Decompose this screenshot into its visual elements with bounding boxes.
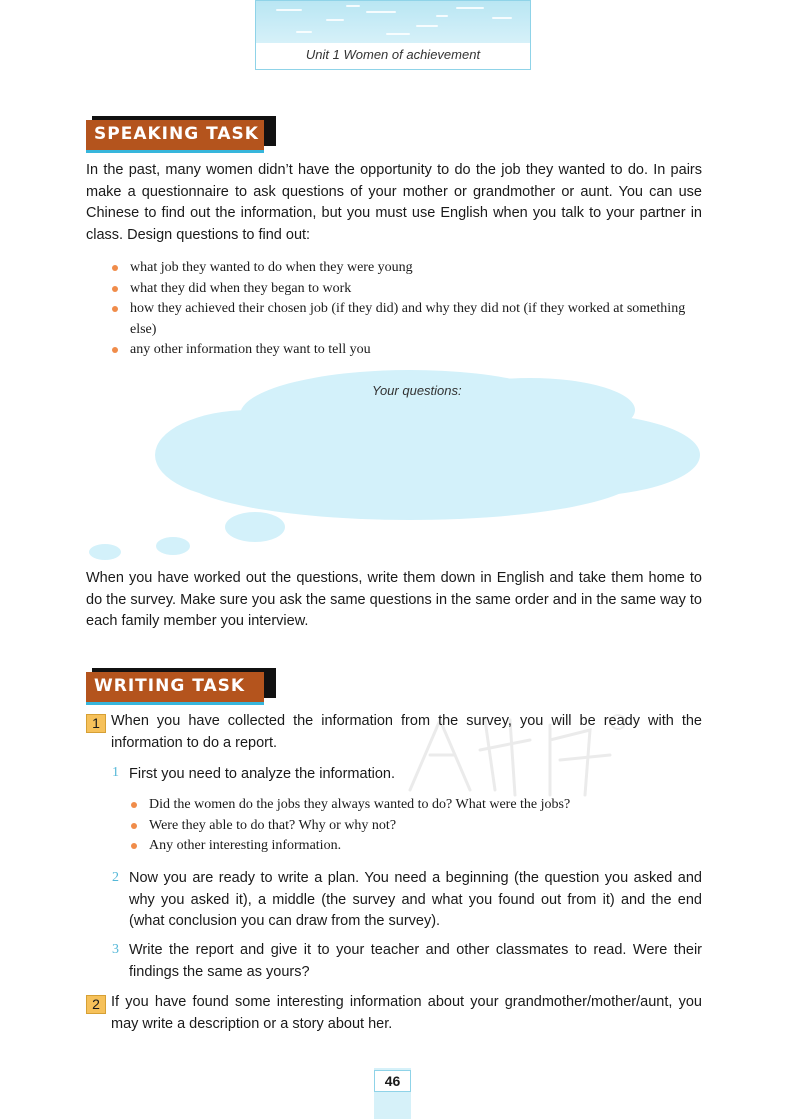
writing-task-title: WRITING TASK <box>94 676 246 696</box>
speaking-intro: In the past, many women didn’t have the opportunity to do the job they wanted to do. In pairs make a questionnaire to ask questions of your mother or grandmother or aunt. You can use Chinese to find out the information, but you must use English when you talk to your partner in class. Design questions to find out: <box>86 162 702 243</box>
bullet-icon <box>112 306 118 312</box>
unit-title: Unit 1 Women of achievement <box>305 47 481 62</box>
running-header <box>255 0 531 70</box>
speaking-outro: When you have worked out the questions, write them down in English and take them home to do the survey. Make sure you ask the same questions in the same order and in the same way to each family member you interview. <box>86 570 702 629</box>
bullet-icon <box>112 347 118 353</box>
step-number: 1 <box>112 765 119 780</box>
writing-item-1: When you have collected the information from the survey, you will be ready with the information to do a report. <box>111 713 702 751</box>
bullet-icon <box>131 802 137 808</box>
writing-step-2: Now you are ready to write a plan. You need a beginning (the question you asked and why you asked it), a middle (the survey and what you found out from it) and the end (what conclusion you can draw from the survey). <box>129 870 702 929</box>
writing-item-2: If you have found some interesting information about your grandmother/mother/aunt, you may write a description or a story about her. <box>111 994 702 1032</box>
writing-step-3: Write the report and give it to your teacher and other classmates to read. Were their findings the same as yours? <box>129 942 702 980</box>
speaking-bullet-list <box>110 258 702 361</box>
header-decoration <box>256 1 530 43</box>
list-item: how they achieved their chosen job (if they did) and why they did not (if they worked at something else) <box>110 299 702 340</box>
item-number-badge: 1 <box>86 714 106 733</box>
page-number: 46 <box>374 1070 411 1092</box>
step-number: 3 <box>112 942 119 957</box>
list-item: what job they wanted to do when they were young <box>110 258 702 279</box>
bullet-icon <box>131 843 137 849</box>
cloud-label: Your questions: <box>372 383 462 398</box>
writing-step-1: First you need to analyze the information. <box>129 766 395 782</box>
bullet-icon <box>112 265 118 271</box>
list-item: Did the women do the jobs they always wanted to do? What were the jobs? <box>129 795 702 816</box>
list-item: Were they able to do that? Why or why not? <box>129 816 702 837</box>
list-item: Any other interesting information. <box>129 836 702 857</box>
bullet-icon <box>131 823 137 829</box>
speaking-task-title: SPEAKING TASK <box>94 124 259 144</box>
bullet-icon <box>112 286 118 292</box>
analysis-bullet-list <box>129 795 702 857</box>
list-item: what they did when they began to work <box>110 279 702 300</box>
step-number: 2 <box>112 870 119 885</box>
item-number-badge: 2 <box>86 995 106 1014</box>
page-number-tab <box>374 1068 411 1119</box>
list-item: any other information they want to tell you <box>110 340 702 361</box>
